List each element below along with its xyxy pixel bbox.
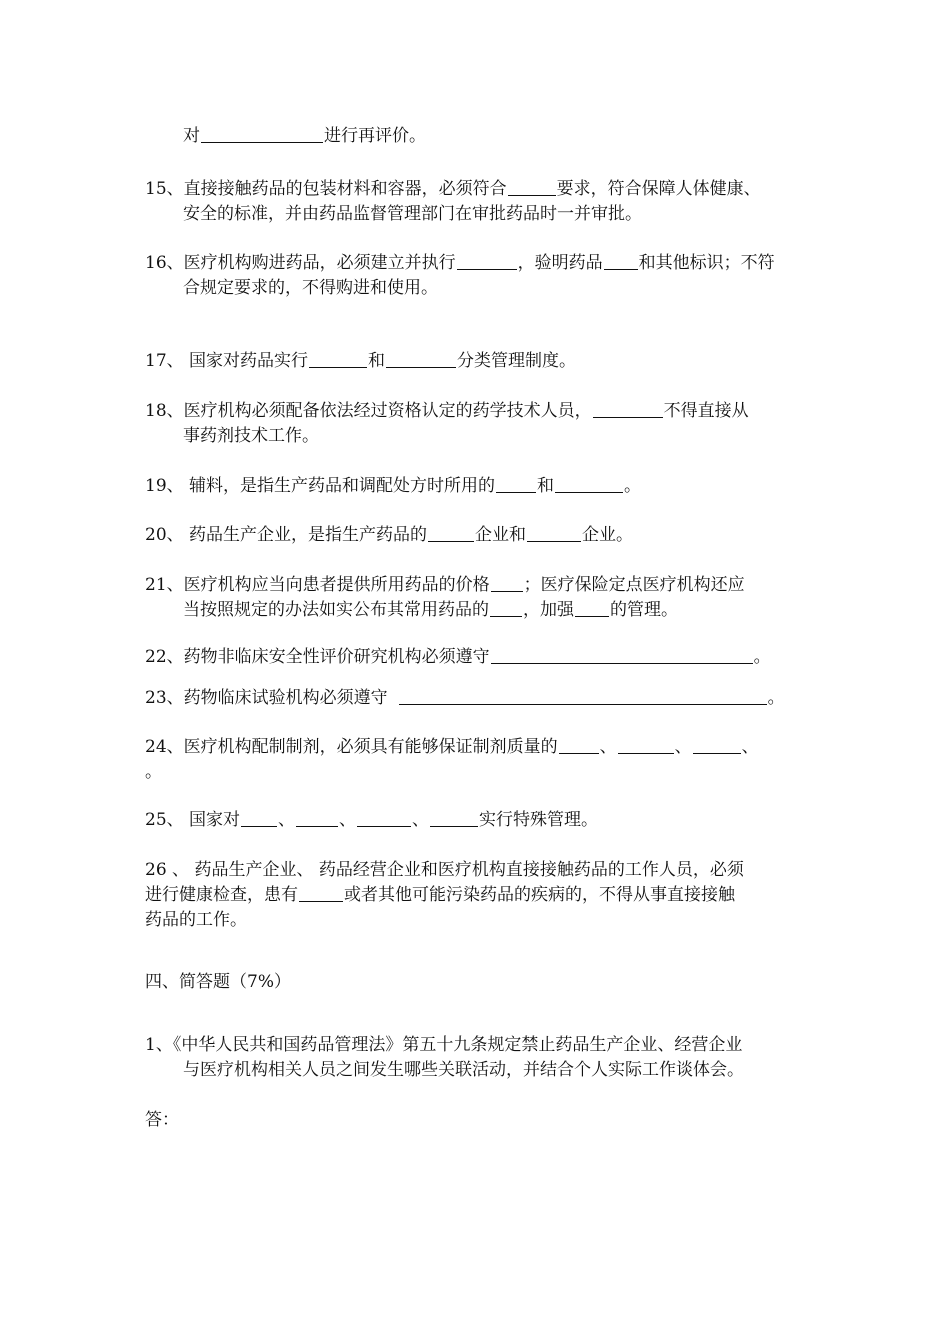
q26-blank[interactable] — [299, 884, 343, 902]
q16-blank-2[interactable] — [604, 252, 638, 270]
q16-text-b: ，验明药品 — [517, 253, 603, 273]
q17-line — [145, 349, 815, 373]
q20-text-b: 企业和 — [475, 525, 527, 545]
q26-text-b: 进行健康检查，患有 — [145, 885, 298, 905]
sa1-line-1 — [145, 1033, 815, 1057]
q21-line-1 — [145, 573, 815, 597]
q18-text-b: 不得直接从 — [663, 401, 749, 421]
q15-line-1 — [145, 177, 815, 201]
q21-text-b: ；医疗保险定点医疗机构还应 — [523, 575, 745, 595]
q25-blank-3[interactable] — [357, 809, 411, 827]
q19-text-a: 19、 辅料，是指生产药品和调配处方时所用的 — [145, 476, 496, 496]
q14-blank[interactable] — [201, 125, 323, 143]
q17-blank-1[interactable] — [309, 350, 367, 368]
q17-blank-2[interactable] — [386, 350, 456, 368]
answer-line — [145, 1108, 815, 1132]
q25-blank-1[interactable] — [241, 809, 277, 827]
q24-sep-2: 、 — [674, 737, 692, 757]
q14-pre: 对 — [183, 126, 200, 146]
q21-blank-1[interactable] — [491, 574, 523, 592]
q16-blank-1[interactable] — [457, 252, 517, 270]
q18-line-2 — [183, 424, 853, 448]
q14-post: 进行再评价。 — [324, 126, 426, 146]
q24-text-b: 。 — [145, 762, 162, 782]
q22-text-b: 。 — [753, 647, 771, 667]
section-heading — [145, 970, 815, 994]
q19-blank-1[interactable] — [496, 475, 536, 493]
q24-blank-2[interactable] — [618, 736, 674, 754]
answer-label: 答： — [145, 1110, 179, 1130]
q24-sep-1: 、 — [599, 737, 617, 757]
q26-line-1 — [145, 858, 815, 882]
q25-text-a: 25、 国家对 — [145, 810, 241, 830]
q17-text-c: 分类管理制度。 — [457, 351, 577, 371]
q23-text-a: 23、药物临床试验机构必须遵守 — [145, 688, 388, 708]
q26-text-c: 或者其他可能污染药品的疾病的，不得从事直接接触 — [344, 885, 735, 905]
q18-blank[interactable] — [593, 400, 663, 418]
q24-blank-1[interactable] — [559, 736, 599, 754]
q15-text-c: 安全的标准，并由药品监督管理部门在审批药品时一并审批。 — [183, 204, 642, 224]
q20-text-a: 20、 药品生产企业，是指生产药品的 — [145, 525, 428, 545]
q24-sep-3: 、 — [741, 737, 759, 757]
q22-text-a: 22、药物非临床安全性评价研究机构必须遵守 — [145, 647, 490, 667]
q25-sep-2: 、 — [339, 810, 357, 830]
q21-blank-3[interactable] — [575, 599, 609, 617]
q21-blank-2[interactable] — [490, 599, 522, 617]
q25-line — [145, 808, 815, 832]
q26-line-3 — [145, 908, 815, 932]
q25-blank-2[interactable] — [296, 809, 338, 827]
q17-text-b: 和 — [368, 351, 386, 371]
q23-text-b: 。 — [767, 688, 785, 708]
q18-line-1 — [145, 399, 815, 423]
q24-blank-3[interactable] — [693, 736, 741, 754]
q16-line-1 — [145, 251, 815, 275]
q21-text-c: 当按照规定的办法如实公布其常用药品的 — [183, 600, 489, 620]
q15-text-a: 15、直接接触药品的包装材料和容器，必须符合 — [145, 179, 507, 199]
q25-sep-1: 、 — [278, 810, 296, 830]
q14-line — [183, 124, 853, 148]
q23-line — [145, 686, 815, 710]
q25-blank-4[interactable] — [430, 809, 478, 827]
q19-blank-2[interactable] — [555, 475, 623, 493]
q16-text-d: 合规定要求的，不得购进和使用。 — [183, 278, 438, 298]
q16-text-a: 16、医疗机构购进药品，必须建立并执行 — [145, 253, 456, 273]
q24-line-2 — [145, 760, 815, 784]
q19-text-b: 和 — [537, 476, 555, 496]
sa1-text-b: 与医疗机构相关人员之间发生哪些关联活动，并结合个人实际工作谈体会。 — [183, 1060, 744, 1080]
q20-line — [145, 523, 815, 547]
q15-line-2 — [183, 202, 853, 226]
q24-line-1 — [145, 735, 815, 759]
q20-blank-1[interactable] — [428, 524, 474, 542]
q15-text-b: 要求，符合保障人体健康、 — [556, 179, 761, 199]
q26-text-d: 药品的工作。 — [145, 910, 247, 930]
q18-text-c: 事药剂技术工作。 — [183, 426, 319, 446]
q16-line-2 — [183, 276, 853, 300]
q26-text-a: 26 、 药品生产企业、 药品经营企业和医疗机构直接接触药品的工作人员，必须 — [145, 860, 744, 880]
q21-text-d: ，加强 — [523, 600, 574, 620]
q26-line-2 — [145, 883, 815, 907]
section-title: 四、简答题（7%） — [145, 972, 291, 992]
q17-text-a: 17、 国家对药品实行 — [145, 351, 309, 371]
sa1-text-a: 1、《中华人民共和国药品管理法》第五十九条规定禁止药品生产企业、经营企业 — [145, 1035, 743, 1055]
q25-sep-3: 、 — [412, 810, 430, 830]
q18-text-a: 18、医疗机构必须配备依法经过资格认定的药学技术人员， — [145, 401, 592, 421]
q21-text-e: 的管理。 — [610, 600, 678, 620]
q22-blank[interactable] — [491, 646, 753, 664]
q21-line-2 — [183, 598, 853, 622]
q20-blank-2[interactable] — [527, 524, 581, 542]
q25-text-b: 实行特殊管理。 — [479, 810, 599, 830]
q20-text-c: 企业。 — [582, 525, 634, 545]
sa1-line-2 — [183, 1058, 853, 1082]
q23-blank[interactable] — [399, 687, 767, 705]
q16-text-c: 和其他标识；不符 — [638, 253, 775, 273]
q21-text-a: 21、医疗机构应当向患者提供所用药品的价格 — [145, 575, 490, 595]
q22-line — [145, 645, 815, 669]
q19-line — [145, 474, 815, 498]
q19-text-c: 。 — [624, 476, 642, 496]
q24-text-a: 24、医疗机构配制制剂，必须具有能够保证制剂质量的 — [145, 737, 558, 757]
q15-blank[interactable] — [508, 178, 556, 196]
